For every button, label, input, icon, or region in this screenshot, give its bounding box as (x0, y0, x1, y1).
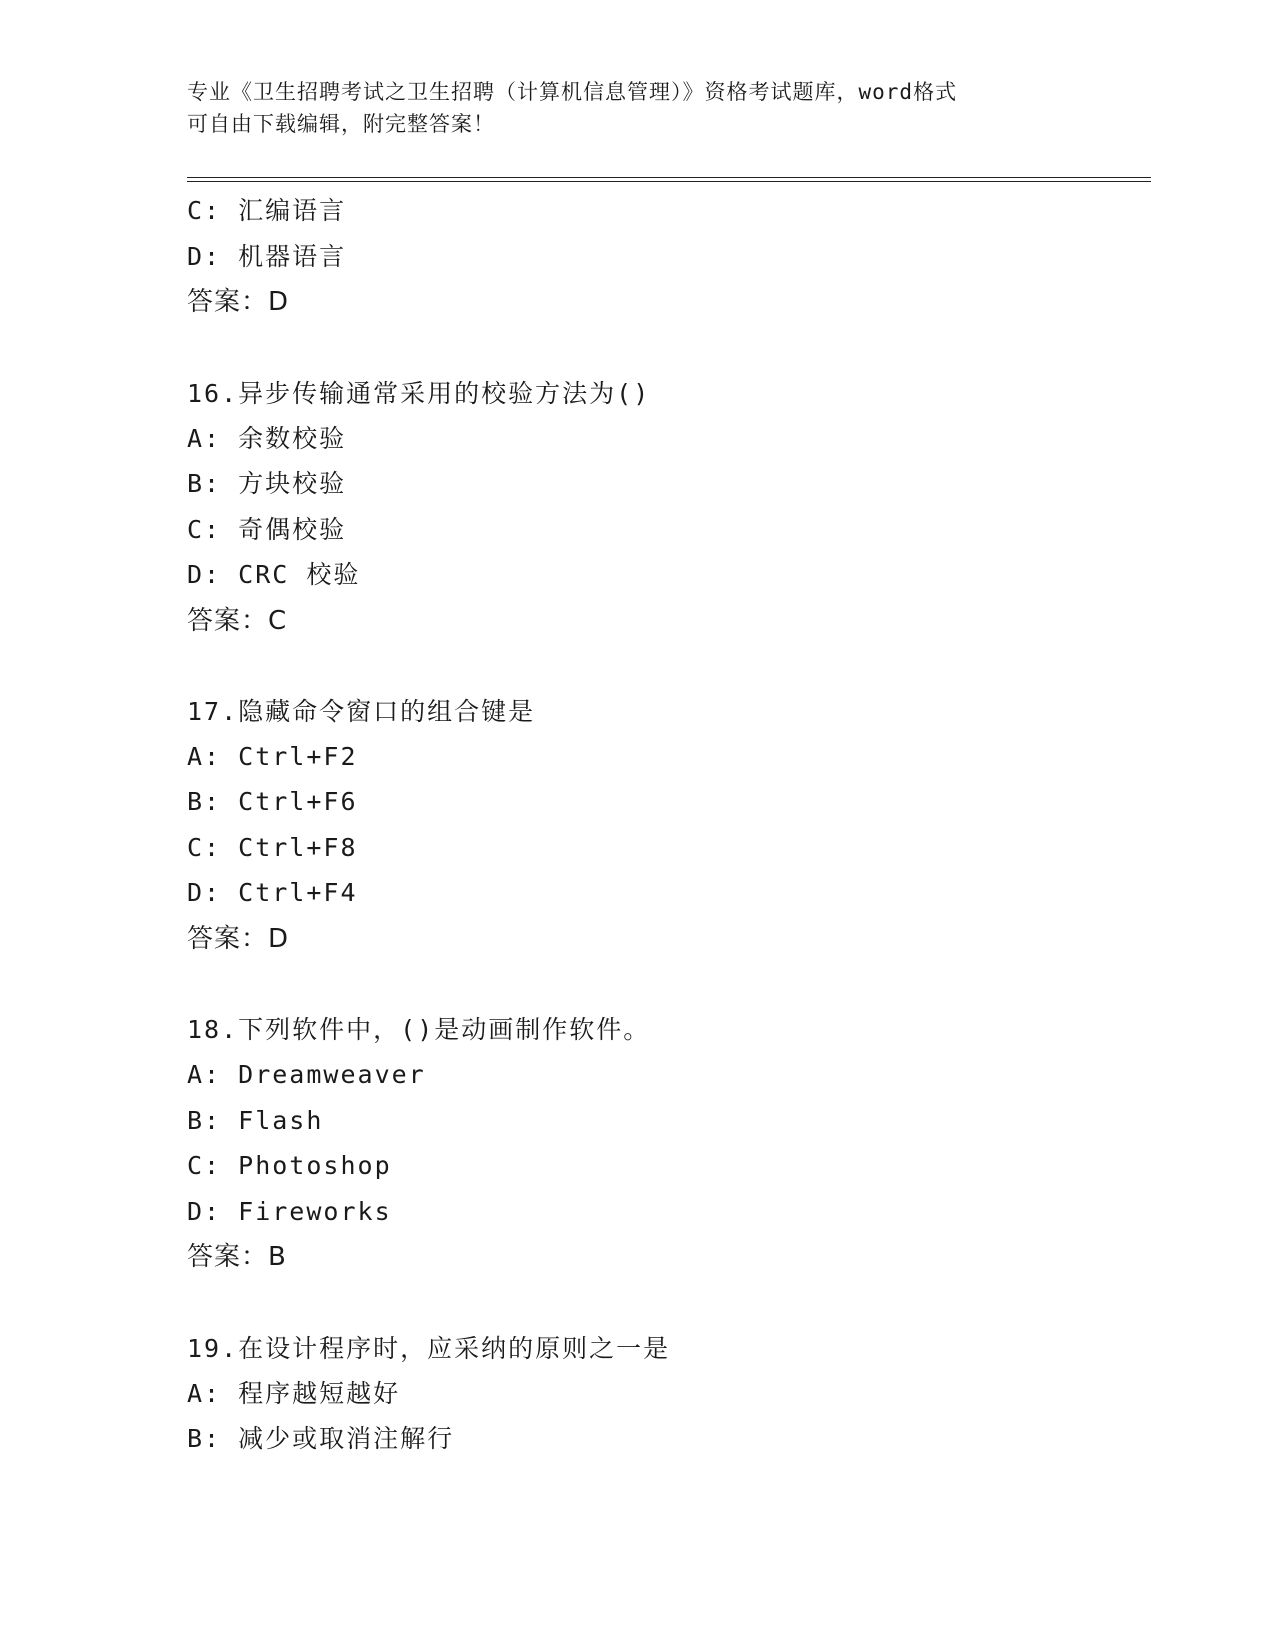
header-divider-top (187, 177, 1151, 178)
option-text: C: 奇偶校验 (187, 515, 347, 544)
option-text: B: 减少或取消注解行 (187, 1424, 455, 1453)
option-text: B: Flash (187, 1106, 324, 1135)
question-text: 17.隐藏命令窗口的组合键是 (187, 697, 536, 726)
option-text: A: Ctrl+F2 (187, 742, 358, 771)
option-text: A: 程序越短越好 (187, 1379, 401, 1408)
header-line-2: 可自由下载编辑，附完整答案！ (187, 112, 495, 136)
option-text: D: Fireworks (187, 1197, 392, 1226)
document-header (187, 76, 1087, 140)
option-text: B: 方块校验 (187, 469, 347, 498)
answer-text: 答案：C (187, 606, 288, 636)
option-text: A: Dreamweaver (187, 1060, 426, 1089)
option-text: B: Ctrl+F6 (187, 787, 358, 816)
option-text: C: 汇编语言 (187, 196, 347, 225)
option-text: C: Ctrl+F8 (187, 833, 358, 862)
answer-text: 答案：D (187, 924, 290, 954)
answer-text: 答案：D (187, 287, 290, 317)
option-text: D: Ctrl+F4 (187, 878, 358, 907)
question-text: 18.下列软件中，()是动画制作软件。 (187, 1015, 651, 1044)
header-divider-bottom (187, 181, 1151, 182)
option-text: A: 余数校验 (187, 424, 347, 453)
option-text: D: 机器语言 (187, 242, 347, 271)
header-line-1: 专业《卫生招聘考试之卫生招聘（计算机信息管理）》资格考试题库，word格式 (187, 80, 958, 104)
option-text: D: CRC 校验 (187, 560, 361, 589)
option-text: C: Photoshop (187, 1151, 392, 1180)
question-text: 16.异步传输通常采用的校验方法为() (187, 379, 651, 408)
question-text: 19.在设计程序时，应采纳的原则之一是 (187, 1334, 671, 1363)
answer-text: 答案：B (187, 1242, 287, 1272)
